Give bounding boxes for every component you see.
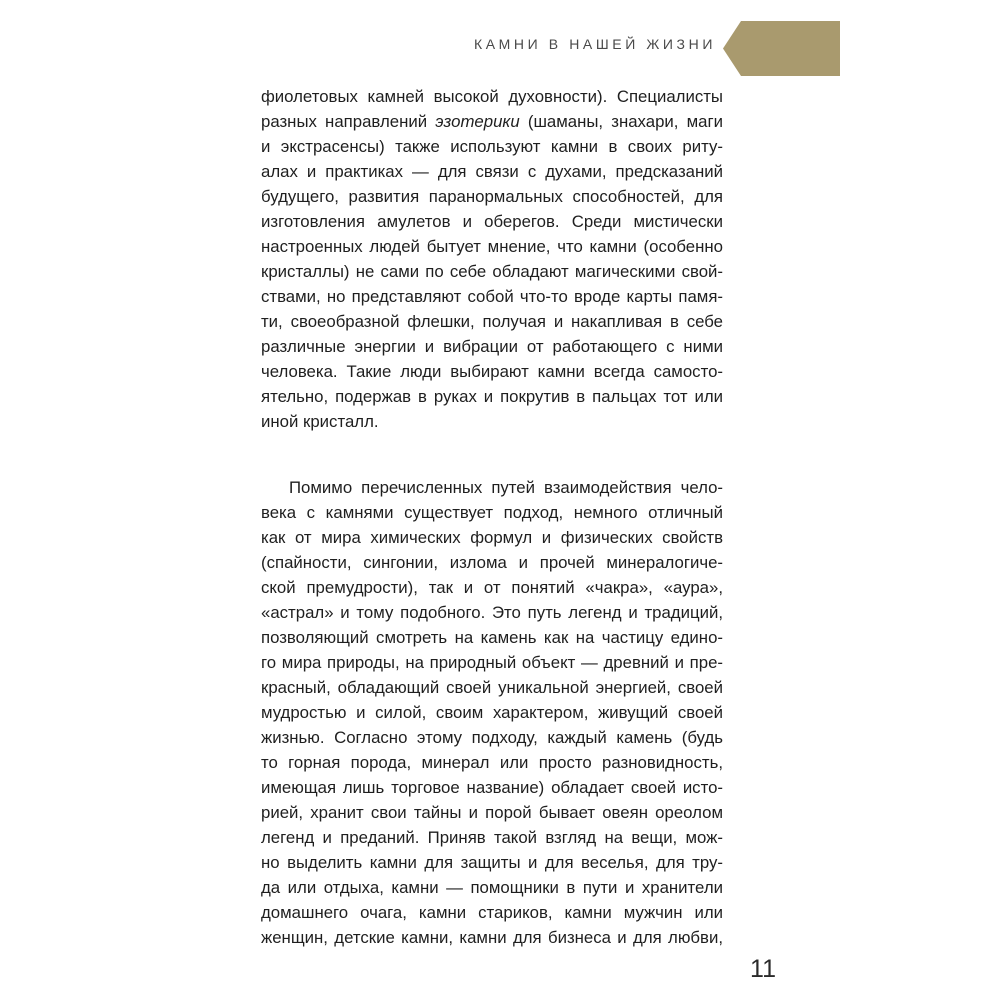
text-line: рией, хранит свои тайны и порой бывает овеян ореолом	[261, 803, 723, 822]
text-line: го мира природы, на природный объект — древний и пре-	[261, 653, 723, 672]
text-line: человека. Такие люди выбирают камни всегда самосто-	[261, 362, 723, 381]
text-line: Помимо перечисленных путей взаимодействия чело-	[289, 478, 723, 497]
text-line: ти, своеобразной флешки, получая и накапливая в себе	[261, 312, 723, 331]
text-line	[261, 109, 723, 134]
text-line: как от мира химических формул и физических свойств	[261, 528, 723, 547]
text-line: и экстрасенсы) также используют камни в своих риту-	[261, 137, 723, 156]
text-line: то горная порода, минерал или просто разновидность,	[261, 753, 723, 772]
text-line: ской премудрости), так и от понятий «чакра», «аура»,	[261, 578, 723, 597]
text-line: но выделить камни для защиты и для веселья, для тру-	[261, 853, 723, 872]
text-line: легенд и преданий. Приняв такой взгляд на вещи, мож-	[261, 828, 723, 847]
emphasized-term: эзотерики	[435, 112, 520, 131]
text-line: настроенных людей бытует мнение, что камни (особенно	[261, 237, 723, 256]
text-fragment: (шаманы, знахари, маги	[519, 112, 723, 131]
text-line: «астрал» и тому подобного. Это путь легенд и традиций,	[261, 603, 723, 622]
text-line: позволяющий смотреть на камень как на частицу едино-	[261, 628, 723, 647]
header-tab-shape	[723, 21, 840, 76]
text-line: ятельно, подержав в руках и покрутив в пальцах тот или	[261, 387, 723, 406]
text-line: мудростью и силой, своим характером, живущий своей	[261, 703, 723, 722]
text-fragment: разных направлений	[261, 112, 436, 131]
text-line: фиолетовых камней высокой духовности). Специалисты	[261, 87, 723, 106]
text-line: красный, обладающий своей уникальной энергией, своей	[261, 678, 723, 697]
page-body	[261, 84, 723, 950]
text-line: будущего, развития паранормальных способностей, для	[261, 187, 723, 206]
running-header-title: КАМНИ В НАШЕЙ ЖИЗНИ	[473, 36, 716, 52]
page-number: 11	[750, 955, 776, 983]
text-line: изготовления амулетов и оберегов. Среди мистически	[261, 212, 723, 231]
text-line: века с камнями существует подход, немного отличный	[261, 503, 723, 522]
text-line: кристаллы) не сами по себе обладают магическими свой-	[261, 262, 723, 281]
text-line: да или отдыха, камни — помощники в пути и хранители	[261, 878, 723, 897]
header-tab-decoration	[723, 21, 840, 76]
text-line: женщин, детские камни, камни для бизнеса и для любви,	[261, 928, 723, 947]
text-line: жизнью. Согласно этому подходу, каждый камень (будь	[261, 728, 723, 747]
text-line: домашнего очага, камни стариков, камни мужчин или	[261, 903, 723, 922]
text-line: различные энергии и вибрации от работающего с ними	[261, 337, 723, 356]
paragraph-1	[261, 84, 723, 434]
text-line: ствами, но представляют собой что-то вроде карты памя-	[261, 287, 723, 306]
text-line: алах и практиках — для связи с духами, предсказаний	[261, 162, 723, 181]
text-line: иной кристалл.	[261, 412, 379, 431]
text-line: (спайности, сингонии, излома и прочей минералогиче-	[261, 553, 723, 572]
paragraph-2	[261, 475, 723, 950]
text-line: имеющая лишь торговое название) обладает своей исто-	[261, 778, 723, 797]
